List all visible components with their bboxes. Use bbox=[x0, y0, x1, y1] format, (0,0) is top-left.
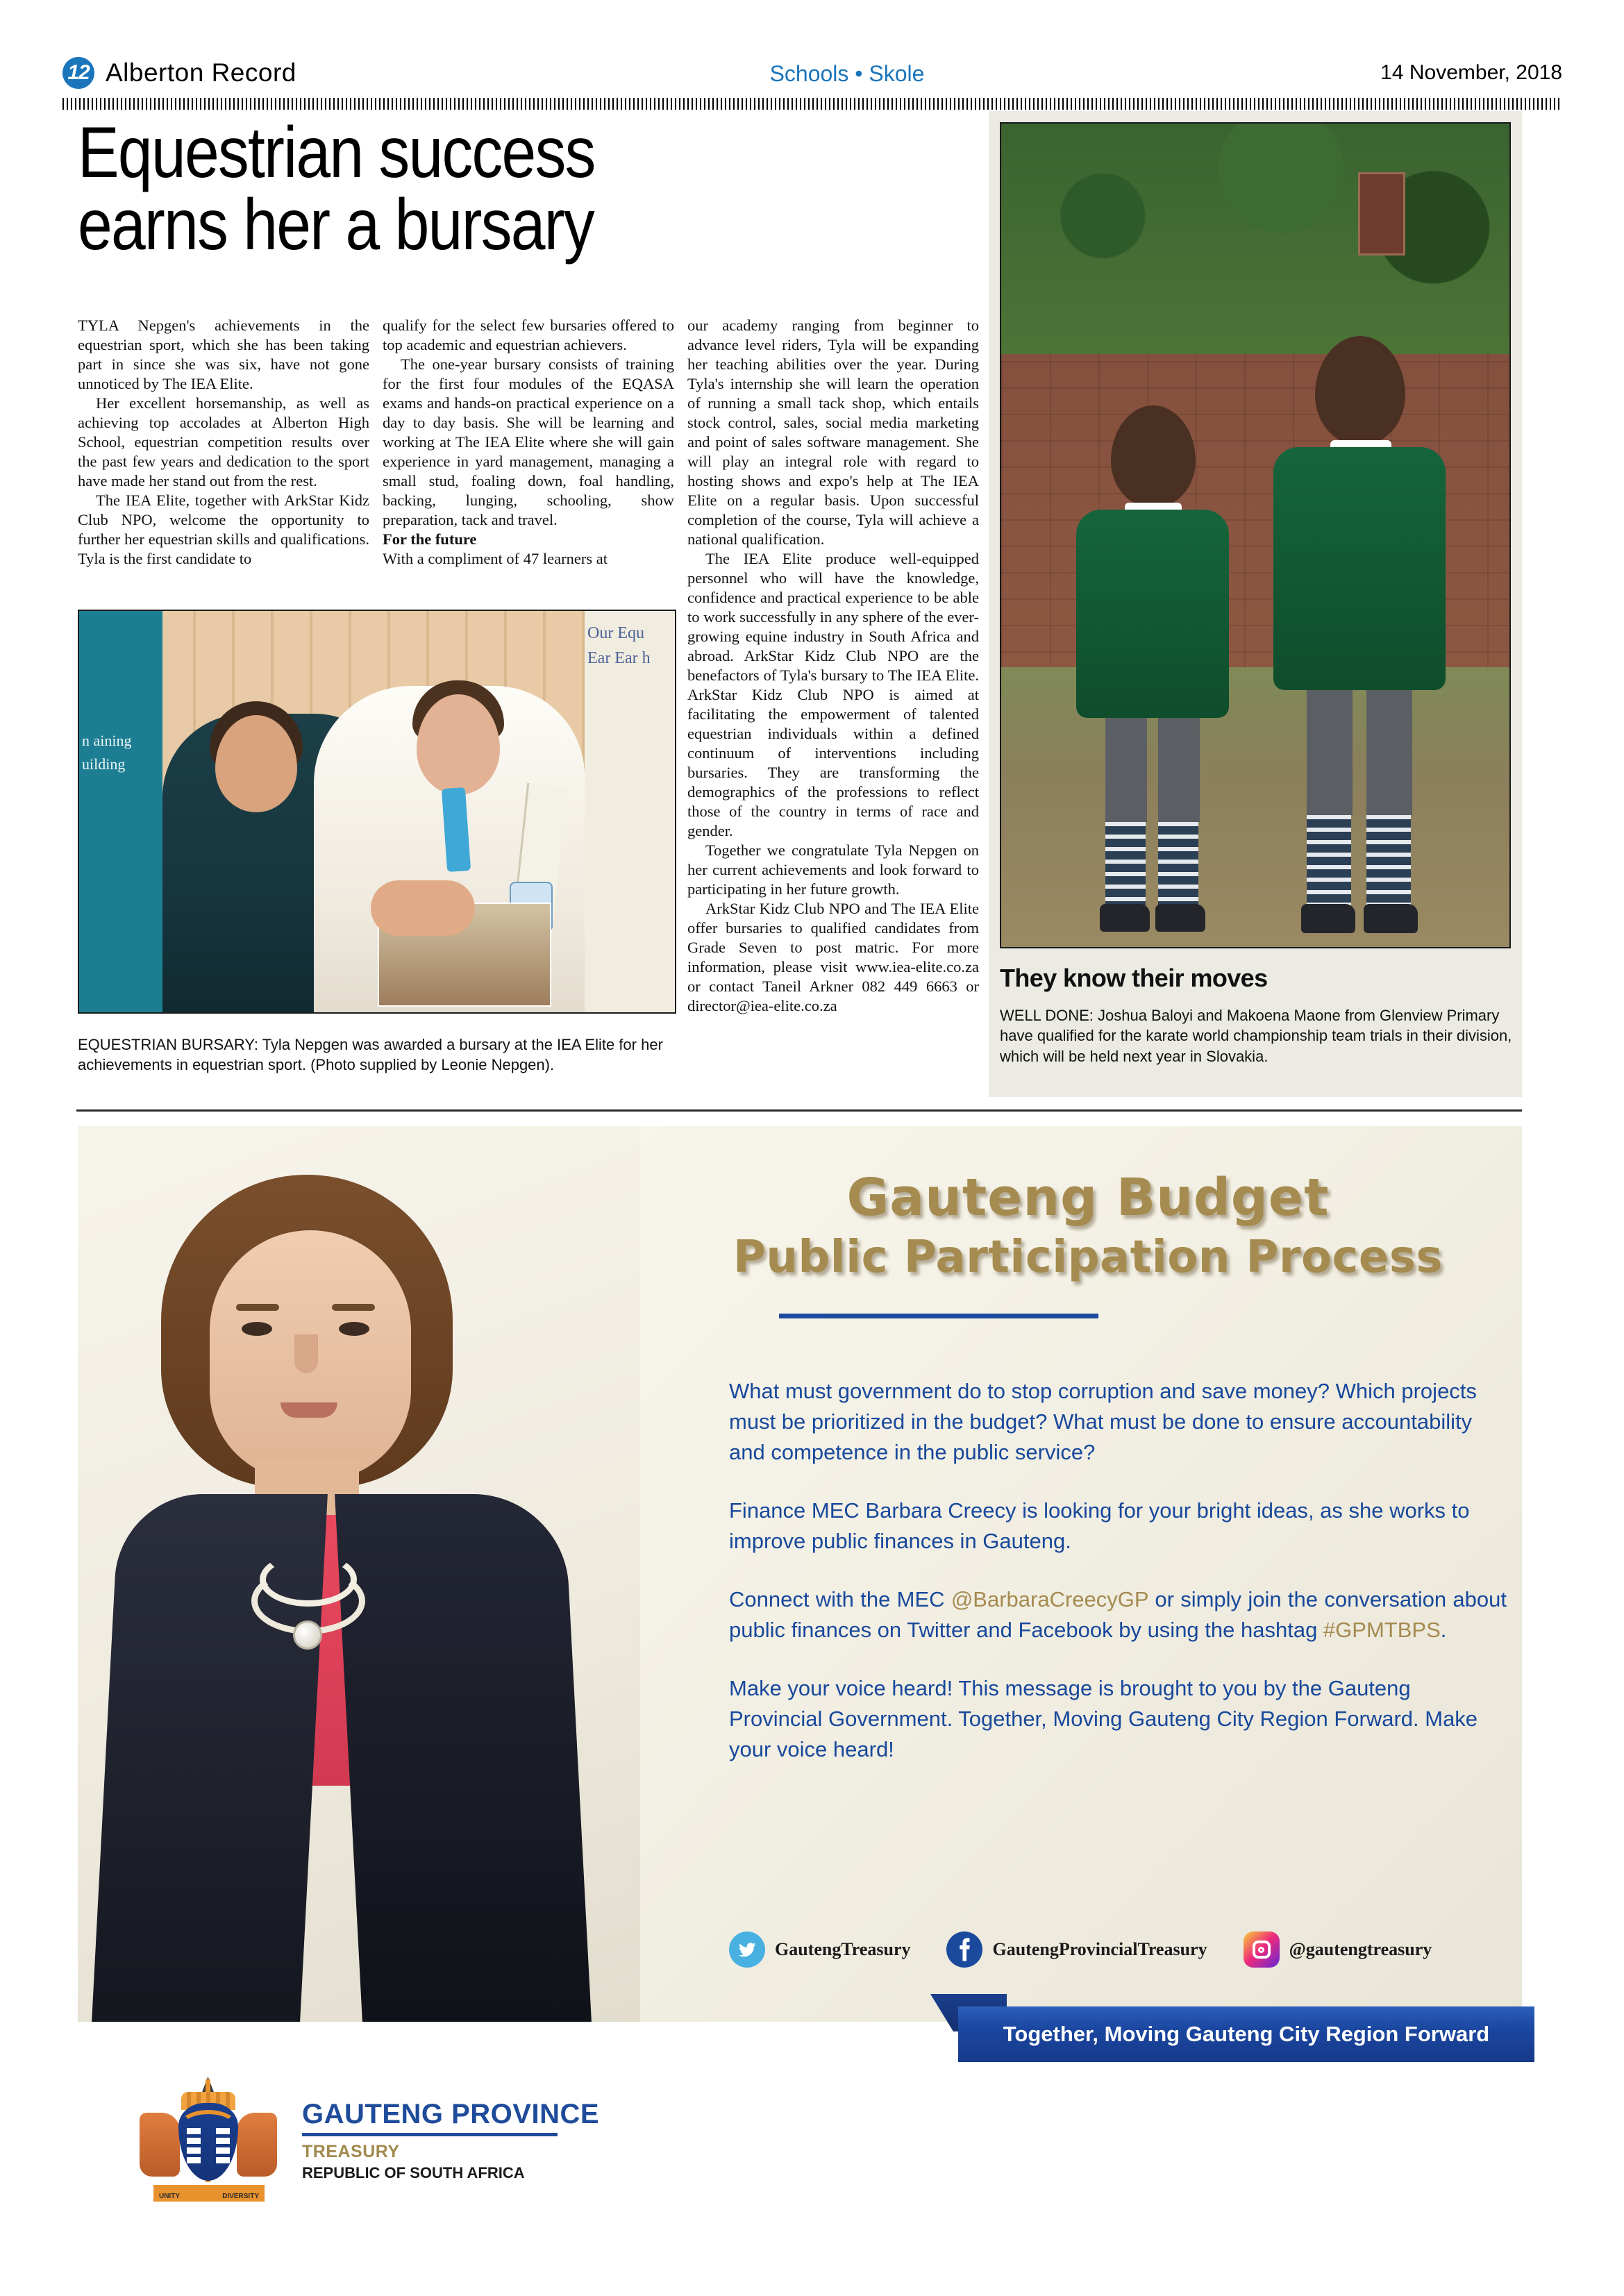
advert-content bbox=[640, 1126, 1522, 2022]
portrait-jacket-right bbox=[335, 1494, 592, 2022]
crest-lion-right bbox=[237, 2113, 277, 2177]
social-facebook[interactable] bbox=[946, 1932, 1207, 1968]
section-title: Schools • Skole bbox=[769, 61, 925, 86]
advert-body bbox=[729, 1376, 1507, 1793]
portrait-eye-left bbox=[242, 1322, 272, 1336]
province-wordmark bbox=[302, 2099, 599, 2182]
paragraph: The one-year bursary consists of training for the first four modules of the EQASA exams and hands-on practical experience on a day to day basis. She will be learning and working at The IEA Elite where she will gain experience in yard management, managing a small stud, foaling down, foal handling, backing, lunging, schooling, show preparation, tack and travel. bbox=[383, 355, 674, 528]
instagram-icon-frame bbox=[1253, 1941, 1271, 1959]
portrait-eye-right bbox=[339, 1322, 369, 1336]
advert-paragraph-2: Finance MEC Barbara Creecy is looking for your bright ideas, as she works to improve public finances in Gauteng. bbox=[729, 1498, 1470, 1554]
wordmark-underline bbox=[302, 2133, 558, 2136]
advert-paragraph-connect bbox=[729, 1584, 1507, 1645]
photo-window bbox=[1358, 172, 1405, 255]
learner-jersey bbox=[1273, 447, 1446, 690]
advert-title: Gauteng Budget bbox=[846, 1168, 1330, 1227]
learner-sock-left bbox=[1307, 815, 1351, 905]
handshake bbox=[371, 880, 475, 936]
learner-leg-left bbox=[1105, 718, 1147, 822]
country-name: REPUBLIC OF SOUTH AFRICA bbox=[302, 2164, 525, 2181]
tagline-ribbon: Together, Moving Gauteng City Region Forward bbox=[958, 2006, 1534, 2062]
headline-line-2: earns her a bursary bbox=[78, 185, 594, 265]
crest-bar bbox=[216, 2138, 230, 2144]
paragraph: our academy ranging from beginner to advance level riders, Tyla will be expanding her teaching abilities over the year. During Tyla's internship she will learn the operation of running a small tack shop, which entails stock control, sales, social media marketing and point of sales software management. She will play an integral role with regard to hosting shows and expo's help at The IEA Elite on a regular basis. Upon successful completion of the course, Tyla will achieve a national qualification. bbox=[687, 317, 979, 548]
twitter-handle: GautengTreasury bbox=[775, 1939, 911, 1959]
learner-sock-right bbox=[1366, 815, 1411, 905]
karate-photo bbox=[1000, 122, 1511, 948]
learner-shoe-right bbox=[1364, 904, 1418, 933]
paragraph: ArkStar Kidz Club NPO and The IEA Elite offer bursaries to qualified candidates from Grade Seven to post matric. For more information, please visit www.iea-elite.co.za or contact Taneil Arkner 082 449 6663 or director@iea-elite.co.za bbox=[687, 900, 979, 1014]
sidebar-headline: They know their moves bbox=[1000, 964, 1268, 992]
learner-shoe-left bbox=[1301, 904, 1355, 933]
learner-right bbox=[1265, 336, 1453, 933]
learner-leg-right bbox=[1366, 690, 1412, 815]
equestrian-photo-caption: EQUESTRIAN BURSARY: Tyla Nepgen was awarded a bursary at the IEA Elite for her achievements in equestrian sport. (Photo supplied by Leonie Nepgen). bbox=[78, 1036, 663, 1074]
learner-leg-right bbox=[1158, 718, 1200, 822]
connect-text-mid: or simply join the conversation about public finances on Twitter and Facebook by using the hashtag bbox=[729, 1587, 1507, 1643]
crest-motto-right: DIVERSITY bbox=[222, 2193, 259, 2200]
crest-lion-left bbox=[140, 2113, 180, 2177]
advert-divider bbox=[779, 1314, 1098, 1318]
section-subhead: For the future bbox=[383, 530, 477, 548]
social-twitter[interactable] bbox=[729, 1932, 910, 1968]
learner-shoe-left bbox=[1100, 904, 1150, 932]
pearl-necklace-inner bbox=[260, 1552, 357, 1607]
crest-bar bbox=[216, 2147, 230, 2154]
section-divider bbox=[76, 1109, 1522, 1112]
crest-bar bbox=[216, 2157, 230, 2163]
learner-head bbox=[1111, 405, 1196, 508]
department-name: TREASURY bbox=[302, 2142, 400, 2161]
photo-foliage bbox=[1001, 124, 1509, 354]
crest-bar bbox=[216, 2128, 230, 2134]
learner-leg-left bbox=[1307, 690, 1353, 815]
instagram-handle: @gautengtreasury bbox=[1289, 1939, 1432, 1959]
portrait-brow-right bbox=[332, 1304, 375, 1311]
paragraph: The IEA Elite, together with ArkStar Kidz Club NPO, welcome the opportunity to further her equestrian skills and qualifications. Tyla is the first candidate to bbox=[78, 492, 369, 567]
instagram-icon bbox=[1244, 1932, 1280, 1968]
headline-line-1: Equestrian success bbox=[78, 112, 595, 193]
facebook-handle: GautengProvincialTreasury bbox=[992, 1939, 1207, 1959]
portrait-mouth bbox=[281, 1402, 337, 1418]
province-name: GAUTENG PROVINCE bbox=[302, 2099, 600, 2129]
masthead-rule bbox=[62, 98, 1562, 110]
paragraph: The IEA Elite produce well-equipped personnel who will have the knowledge, confidence and practical experience to be able to work successfully in any sphere of the ever-growing equine industry in South Africa and abroad. ArkStar Kidz Club NPO are the benefactors of Tyla's bursary to The IEA Elite. ArkStar Kidz Club NPO is aimed at facilitating the empowerment of talented equestrian individuals within a defined continuum of interventions including bursaries. They are transforming the demographics of the professions to reflect those of the country in terms of race and gender. bbox=[687, 550, 979, 839]
crest-bar bbox=[187, 2138, 201, 2144]
portrait-brow-left bbox=[236, 1304, 279, 1311]
paragraph: qualify for the select few bursaries offered to top academic and equestrian achievers. bbox=[383, 317, 674, 353]
paragraph: Together we congratulate Tyla Nepgen on her current achievements and look forward to participating in her future growth. bbox=[687, 841, 979, 898]
article-column-2 bbox=[383, 316, 674, 587]
paragraph: With a compliment of 47 learners at bbox=[383, 550, 608, 567]
photo-right-panel bbox=[585, 611, 675, 1012]
crest-bar bbox=[187, 2157, 201, 2163]
learner-jersey bbox=[1076, 510, 1229, 718]
publication-title: Alberton Record bbox=[106, 58, 296, 87]
photo-left-text: n aining uilding bbox=[82, 732, 132, 773]
learner-sock-right bbox=[1158, 822, 1198, 905]
portrait-nose bbox=[294, 1334, 318, 1373]
equestrian-photo bbox=[78, 610, 676, 1014]
twitter-icon bbox=[729, 1932, 765, 1968]
mec-portrait-photo bbox=[78, 1126, 640, 2022]
crest-bar bbox=[187, 2147, 201, 2154]
advert-paragraph-1: What must government do to stop corruption and save money? Which projects must be prioritized in the budget? What must be done to ensure accountability and competence in the public service? bbox=[729, 1379, 1477, 1465]
twitter-handle-link[interactable]: @BarbaraCreecyGP bbox=[951, 1587, 1149, 1612]
learner-sock-left bbox=[1105, 822, 1146, 905]
learner-left bbox=[1065, 405, 1239, 933]
connect-text-post: . bbox=[1440, 1618, 1447, 1643]
article-column-1 bbox=[78, 316, 369, 587]
article-column-3 bbox=[687, 316, 979, 1114]
crest-motto bbox=[153, 2193, 265, 2200]
photo-left-panel bbox=[79, 611, 162, 1012]
paragraph: TYLA Nepgen's achievements in the equestrian sport, which she has been taking part in since she was six, have not gone unnoticed by The IEA Elite. bbox=[78, 317, 369, 392]
learner-head bbox=[1315, 336, 1405, 446]
crest-bar bbox=[187, 2128, 201, 2134]
crest-motto-left: UNITY bbox=[159, 2193, 180, 2200]
gauteng-budget-advert[interactable] bbox=[78, 1126, 1522, 2022]
paragraph: Her excellent horsemanship, as well as achieving top accolades at Alberton High School, equestrian competition results over the past few years and dedication to the sport have made her stand out from the rest. bbox=[78, 394, 369, 489]
gauteng-province-logo bbox=[135, 2072, 795, 2204]
masthead bbox=[62, 54, 1562, 96]
learner-shoe-right bbox=[1155, 904, 1205, 932]
necklace-pendant bbox=[293, 1620, 322, 1650]
photo-right-text: Our Equ Ear Ear h bbox=[587, 624, 651, 667]
connect-text-pre: Connect with the MEC bbox=[729, 1587, 951, 1612]
advert-paragraph-closing: Make your voice heard! This message is brought to you by the Gauteng Provincial Government. Together, Moving Gauteng City Region Forward. Make your voice heard! bbox=[729, 1676, 1478, 1762]
hashtag-link[interactable]: #GPMTBPS bbox=[1323, 1618, 1441, 1643]
instagram-icon-lens bbox=[1258, 1947, 1264, 1953]
page-number-badge: 12 bbox=[62, 57, 94, 89]
facebook-icon bbox=[946, 1932, 982, 1968]
article-headline bbox=[78, 112, 836, 265]
issue-date: 14 November, 2018 bbox=[1380, 61, 1562, 84]
social-links bbox=[729, 1932, 1507, 1968]
karate-photo-caption: WELL DONE: Joshua Baloyi and Makoena Maone from Glenview Primary have qualified for the karate world championship team trials in their division, which will be held next year in Slovakia. bbox=[1000, 1007, 1512, 1065]
coat-of-arms-icon bbox=[135, 2072, 281, 2204]
advert-subtitle: Public Participation Process bbox=[733, 1232, 1443, 1283]
social-instagram[interactable] bbox=[1244, 1932, 1432, 1968]
